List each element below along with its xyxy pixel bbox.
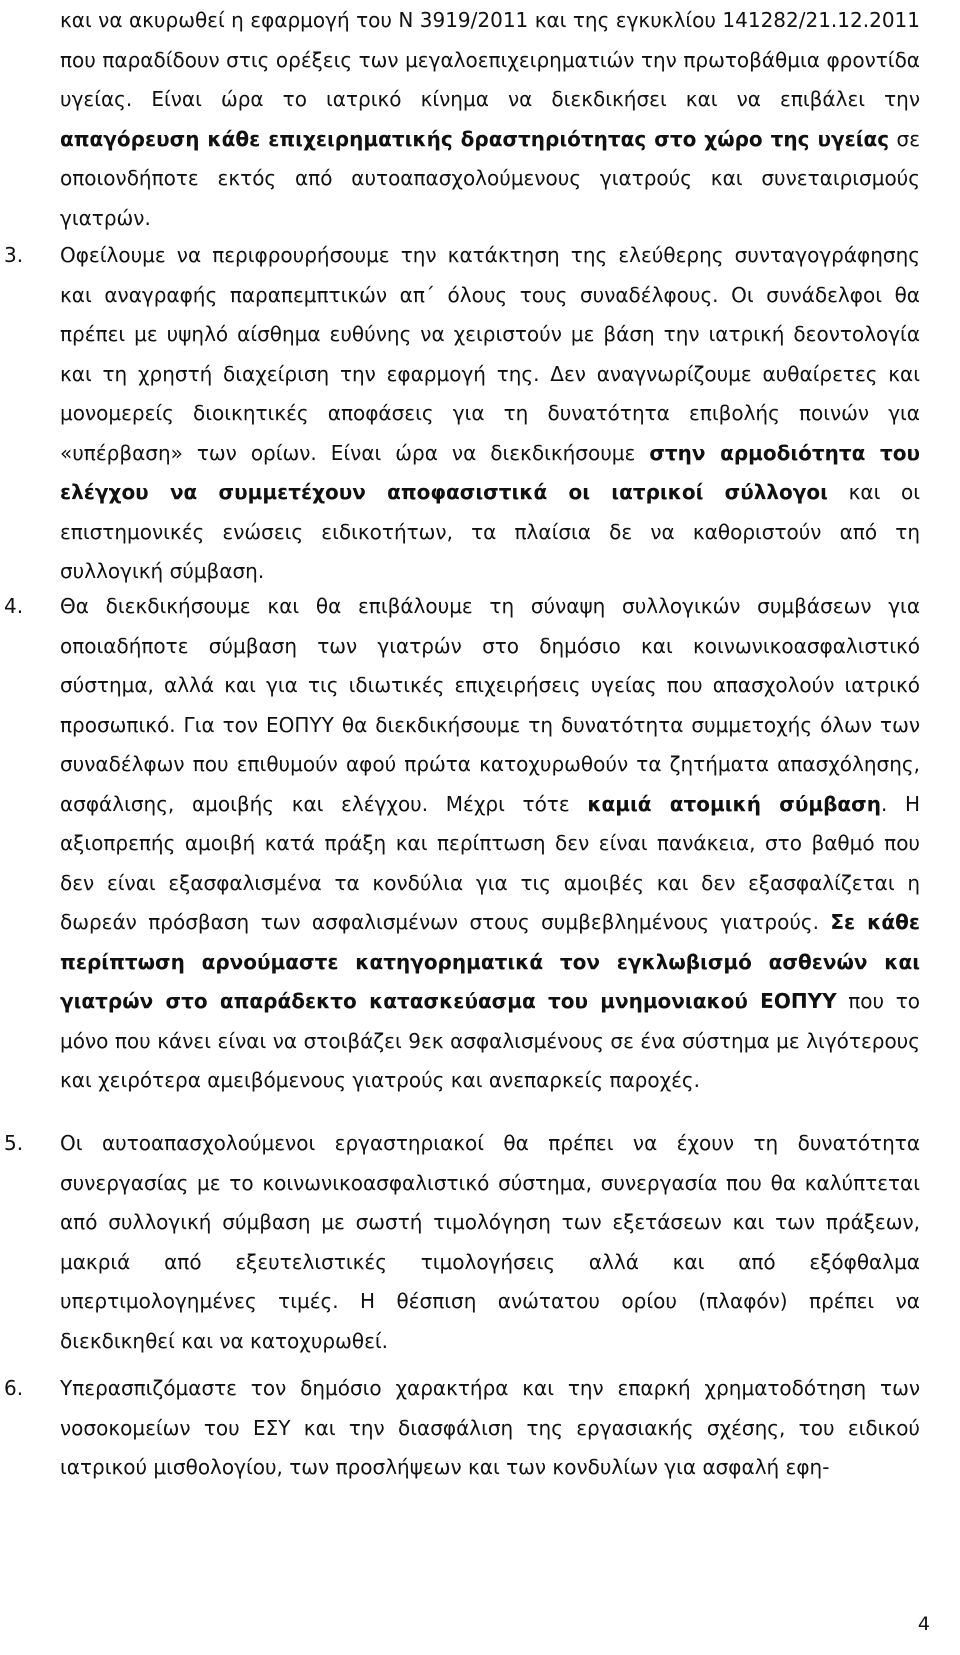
text-run: σε οποιονδήποτε εκτός από αυτοαπασχολούμενους γιατρούς και συνεταιρισμούς γιατρών. <box>60 126 921 230</box>
list-item-3 <box>60 236 920 592</box>
text-run: και οι επιστημονικές ενώσεις ειδικοτήτων, τα πλαίσια δε να καθοριστούν από τη συλλογική σύμβαση. <box>60 480 920 583</box>
text-run: Οφείλουμε να περιφρουρήσουμε την κατάκτηση της ελεύθερης συνταγογράφησης και αναγραφής παραπεμπτικών απ΄ όλους τους συναδέλφους. Οι συνάδελφοι θα πρέπει με υψηλό αίσθημα ευθύνης να χειριστούν με βάση την ιατρική δεοντολογία και τη χρηστή διαχείριση την εφαρμογή της. Δεν αναγνωρίζουμε αυθαίρετες και μονομερείς διοικητικές αποφάσεις για τη δυνατότητα επιβολής ποινών για «υπέρβαση» των ορίων. Είναι ώρα να διεκδικήσουμε <box>60 243 920 465</box>
bold-text-run: στην αρμοδιότητα του ελέγχου να συμμετέχουν αποφασιστικά οι ιατρικοί σύλλογοι <box>60 440 920 504</box>
bold-text-run: Σε κάθε περίπτωση αρνούμαστε κατηγορηματικά τον εγκλωβισμό ασθενών και γιατρών στο απαράδεκτο κατασκεύασμα του μνημονιακού ΕΟΠΥΥ <box>60 910 920 1013</box>
text-run: . Η αξιοπρεπής αμοιβή κατά πράξη και περίπτωση δεν είναι πανάκεια, στο βαθμό που δεν είναι εξασφαλισμένα τα κονδύλια για τις αμοιβές και δεν εξασφαλίζεται η δωρεάν πρόσβαση των ασφαλισμένων στους συμβεβλημένους γιατρούς. <box>60 791 920 934</box>
text-run: που το μόνο που κάνει είναι να στοιβάζει 9εκ ασφαλισμένους σε ένα σύστημα με λιγότερους και χειρότερα αμειβόμενους γιατρούς και ανεπαρκείς παροχές. <box>60 989 920 1092</box>
list-number-3: 3. <box>4 243 24 267</box>
page-number: 4 <box>917 1613 930 1635</box>
list-number-6: 6. <box>4 1376 24 1400</box>
text-run: και να ακυρωθεί η εφαρμογή του Ν 3919/2011 και της εγκυκλίου 141282/21.12.2011 που παραδίδουν στις ορέξεις των μεγαλοεπιχειρηματιών την πρωτοβάθμια φροντίδα υγείας. Είναι ώρα το ιατρικό κίνημα να διεκδικήσει και να επιβάλει την <box>60 8 920 111</box>
bold-text-run: απαγόρευση κάθε επιχειρηματικής δραστηριότητας στο χώρο της υγείας <box>60 126 890 151</box>
list-item-6 <box>60 1369 920 1488</box>
text-run: Θα διεκδικήσουμε και θα επιβάλουμε τη σύναψη συλλογικών συμβάσεων για οποιαδήποτε σύμβαση των γιατρών στο δημόσιο και κοινωνικοασφαλιστικό σύστημα, αλλά και για τις ιδιωτικές επιχειρήσεις υγείας που απασχολούν ιατρικό προσωπικό. Για τον ΕΟΠΥΥ θα διεκδικήσουμε τη δυνατότητα συμμετοχής όλων των συναδέλφων που επιθυμούν αφού πρώτα κατοχυρωθούν τα ζητήματα απασχόλησης, ασφάλισης, αμοιβής και ελέγχου. Μέχρι τότε <box>60 594 920 816</box>
list-item-4 <box>60 587 920 1101</box>
list-number-5: 5. <box>4 1131 24 1155</box>
list-number-4: 4. <box>4 594 24 618</box>
list-item-5 <box>60 1124 920 1361</box>
text-run: Οι αυτοαπασχολούμενοι εργαστηριακοί θα πρέπει να έχουν τη δυνατότητα συνεργασίας με το κοινωνικοασφαλιστικό σύστημα, συνεργασία που θα καλύπτεται από συλλογική σύμβαση με σωστή τιμολόγηση των εξετάσεων και των πράξεων, μακριά από εξευτελιστικές τιμολογήσεις αλλά και από εξόφθαλμα υπερτιμολογημένες τιμές. Η θέσπιση ανώτατου ορίου (πλαφόν) πρέπει να διεκδικηθεί και να κατοχυρωθεί. <box>60 1131 920 1353</box>
continued-paragraph <box>60 1 920 238</box>
text-run: Υπερασπιζόμαστε τον δημόσιο χαρακτήρα και την επαρκή χρηματοδότηση των νοσοκομείων του ΕΣΥ και την διασφάλιση της εργασιακής σχέσης, του ειδικού ιατρικού μισθολογίου, των προσλήψεων και των κονδυλίων για ασφαλή εφη- <box>60 1376 920 1479</box>
bold-text-run: καμιά ατομική σύμβαση <box>587 791 881 816</box>
